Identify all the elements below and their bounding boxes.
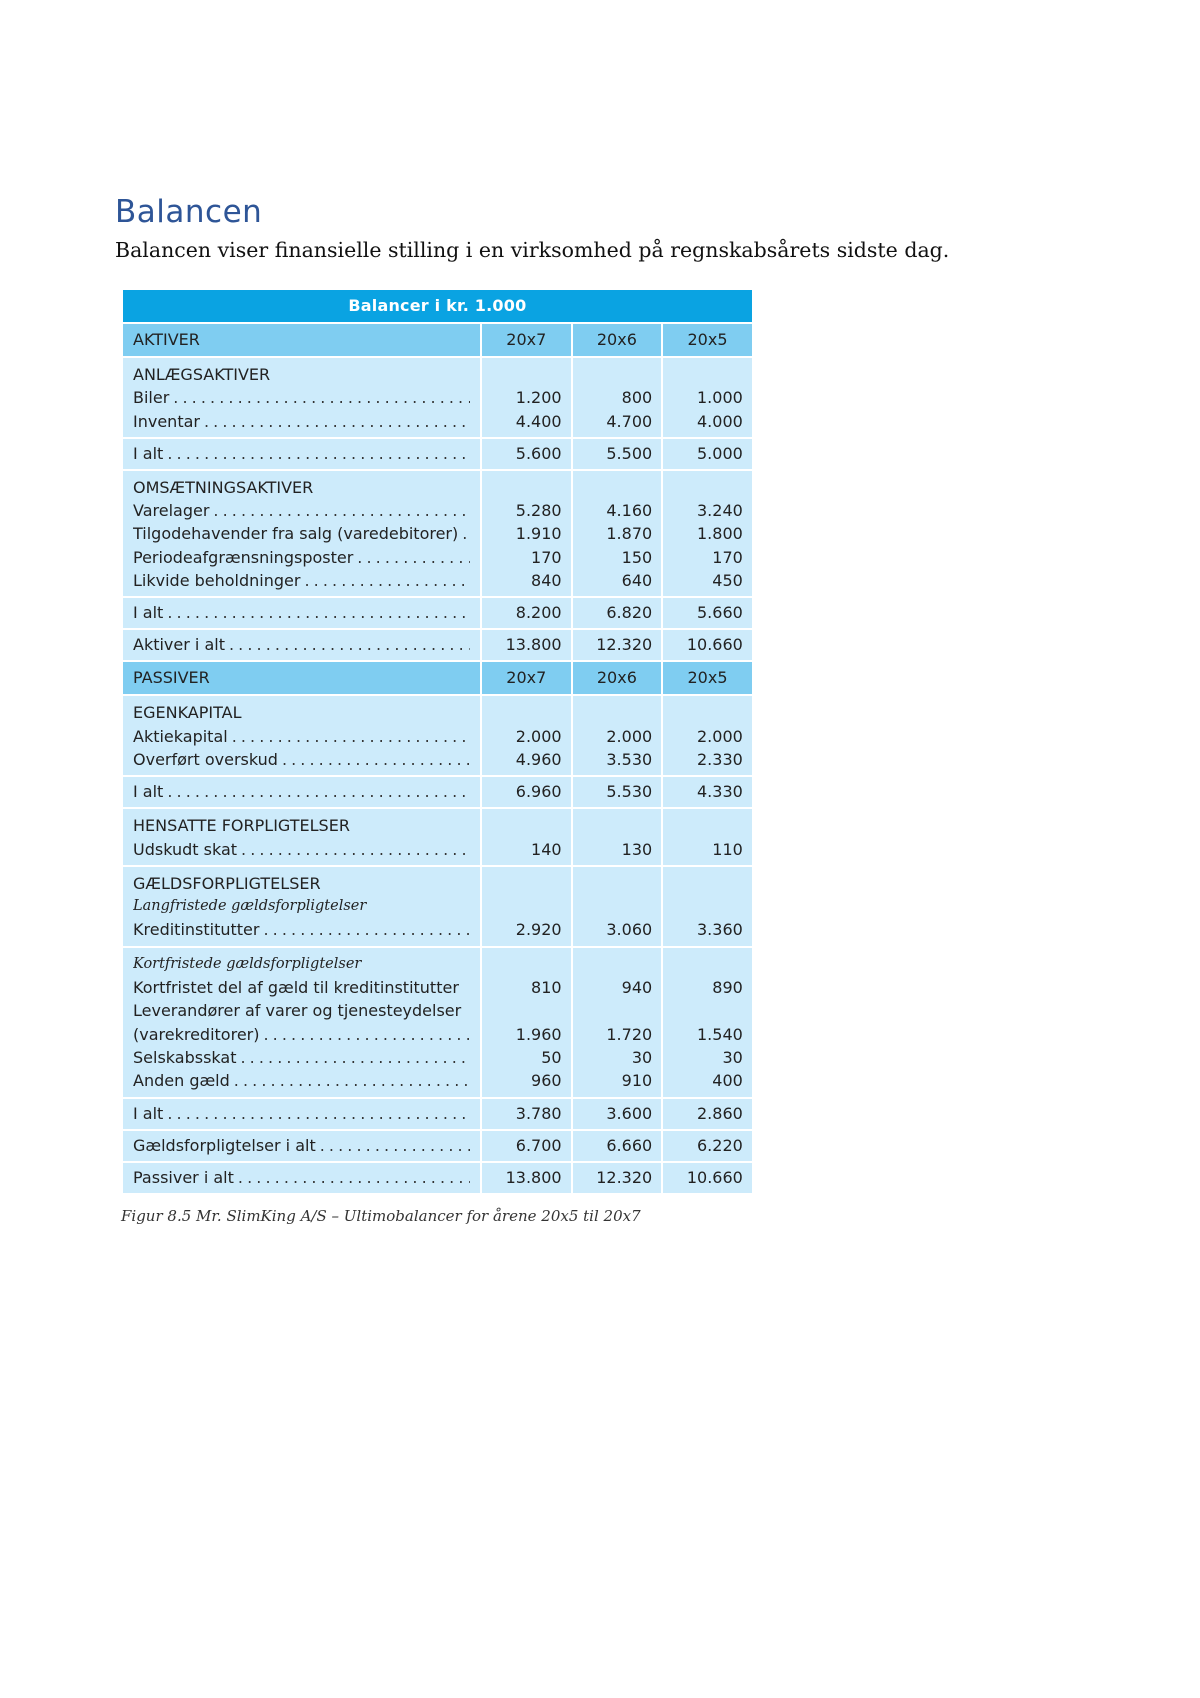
- row-label: Periodeafgrænsningsposter .....: [133, 546, 470, 569]
- subgroup-title: Langfristede gældsforpligtelser: [133, 898, 367, 915]
- row-label: Anden gæld .....: [133, 1069, 470, 1092]
- value-cell: 810 1.960 50 960: [481, 947, 572, 1098]
- passiver-header-row: [122, 661, 753, 695]
- table-title: Balancer i kr. 1.000: [122, 289, 753, 323]
- row-label: I alt .....: [133, 598, 470, 628]
- balance-figure: [121, 288, 752, 1225]
- value-cell: 5.280 1.910 170 840: [481, 470, 572, 597]
- row-label: Aktiekapital .....: [133, 725, 470, 748]
- value-cell: 3.060: [572, 866, 663, 947]
- value-cell: 140: [481, 808, 572, 866]
- table-title-row: [122, 289, 753, 323]
- row-label: Likvide beholdninger .....: [133, 569, 470, 592]
- value-cell: 3.360: [662, 866, 753, 947]
- subtotal-row: [122, 1098, 753, 1130]
- page-heading: Balancen: [115, 194, 263, 230]
- year-header: 20x6: [572, 661, 663, 695]
- value-cell: 130: [572, 808, 663, 866]
- value-cell: 3.600: [572, 1098, 663, 1130]
- row-label: Biler .....: [133, 386, 470, 409]
- egenkapital-labels: [122, 695, 481, 776]
- value-cell: 2.000 4.960: [481, 695, 572, 776]
- total-row: [122, 1162, 753, 1194]
- value-cell: 1.000 4.000: [662, 357, 753, 438]
- gaeld-kort-labels: [122, 947, 481, 1098]
- group-title: HENSATTE FORPLIGTELSER: [133, 816, 350, 836]
- hensatte-group-row: [122, 808, 753, 866]
- row-label: Overført overskud .....: [133, 748, 470, 771]
- value-cell: 110: [662, 808, 753, 866]
- omsaetning-group-row: [122, 470, 753, 597]
- year-header: 20x7: [481, 323, 572, 357]
- row-label: Selskabsskat .....: [133, 1046, 470, 1069]
- aktiver-header-row: [122, 323, 753, 357]
- anlaeg-group-row: [122, 357, 753, 438]
- balance-table: [121, 288, 754, 1195]
- value-cell: 8.200: [481, 597, 572, 629]
- value-cell: 13.800: [481, 629, 572, 661]
- row-label: Tilgodehavender fra salg (varedebitorer) .....: [133, 522, 470, 545]
- value-cell: 6.960: [481, 776, 572, 808]
- gaeld-lang-labels: [122, 866, 481, 947]
- value-cell: 800 4.700: [572, 357, 663, 438]
- subgroup-title: Kortfristede gældsforpligtelser: [133, 955, 362, 972]
- row-label: Aktiver i alt .....: [133, 630, 470, 660]
- intro-paragraph: Balancen viser finansielle stilling i en virksomhed på regnskabsårets sidste dag.: [115, 238, 950, 262]
- value-cell: 2.860: [662, 1098, 753, 1130]
- row-label: Leverandører af varer og tjenesteydelser: [133, 1001, 462, 1021]
- subtotal-row: [122, 1130, 753, 1162]
- passiver-header: PASSIVER: [122, 661, 481, 695]
- aktiver-header: AKTIVER: [122, 323, 481, 357]
- subtotal-row: [122, 776, 753, 808]
- subtotal-row: [122, 597, 753, 629]
- value-cell: 5.000: [662, 438, 753, 470]
- group-title: GÆLDSFORPLIGTELSER: [133, 873, 321, 893]
- gaeld-lang-group-row: [122, 866, 753, 947]
- value-cell: 5.530: [572, 776, 663, 808]
- value-cell: 6.660: [572, 1130, 663, 1162]
- value-cell: 3.780: [481, 1098, 572, 1130]
- value-cell: 6.700: [481, 1130, 572, 1162]
- row-label: Udskudt skat .....: [133, 838, 470, 861]
- subtotal-row: [122, 438, 753, 470]
- value-cell: 3.240 1.800 170 450: [662, 470, 753, 597]
- row-label: Varelager .....: [133, 499, 470, 522]
- group-title: ANLÆGSAKTIVER: [133, 365, 271, 384]
- year-header: 20x5: [662, 323, 753, 357]
- gaeld-kort-group-row: [122, 947, 753, 1098]
- anlaeg-labels: [122, 357, 481, 438]
- total-row: [122, 629, 753, 661]
- value-cell: 890 1.540 30 400: [662, 947, 753, 1098]
- value-cell: 940 1.720 30 910: [572, 947, 663, 1098]
- row-label: Kortfristet del af gæld til kreditinstitutter: [133, 978, 459, 998]
- value-cell: 12.320: [572, 629, 663, 661]
- hensatte-labels: [122, 808, 481, 866]
- value-cell: 2.000 3.530: [572, 695, 663, 776]
- year-header: 20x7: [481, 661, 572, 695]
- value-cell: 4.330: [662, 776, 753, 808]
- row-label: I alt .....: [133, 1099, 470, 1129]
- value-cell: 2.000 2.330: [662, 695, 753, 776]
- value-cell: 1.200 4.400: [481, 357, 572, 438]
- egenkapital-group-row: [122, 695, 753, 776]
- figure-caption: Figur 8.5 Mr. SlimKing A/S – Ultimobalancer for årene 20x5 til 20x7: [121, 1206, 641, 1225]
- value-cell: 5.660: [662, 597, 753, 629]
- value-cell: 10.660: [662, 1162, 753, 1194]
- value-cell: 4.160 1.870 150 640: [572, 470, 663, 597]
- group-title: EGENKAPITAL: [133, 703, 242, 723]
- row-label: Gældsforpligtelser i alt .....: [133, 1131, 470, 1161]
- row-label: Kreditinstitutter .....: [133, 918, 470, 941]
- value-cell: 6.220: [662, 1130, 753, 1162]
- year-header: 20x6: [572, 323, 663, 357]
- row-label: (varekreditorer) .....: [133, 1023, 470, 1046]
- row-label: I alt .....: [133, 777, 470, 807]
- value-cell: 5.500: [572, 438, 663, 470]
- value-cell: 13.800: [481, 1162, 572, 1194]
- value-cell: 6.820: [572, 597, 663, 629]
- row-label: I alt .....: [133, 439, 470, 469]
- year-header: 20x5: [662, 661, 753, 695]
- row-label: Inventar .....: [133, 410, 470, 433]
- value-cell: 5.600: [481, 438, 572, 470]
- value-cell: 12.320: [572, 1162, 663, 1194]
- value-cell: 2.920: [481, 866, 572, 947]
- omsaetning-labels: [122, 470, 481, 597]
- value-cell: 10.660: [662, 629, 753, 661]
- group-title: OMSÆTNINGSAKTIVER: [133, 477, 314, 497]
- row-label: Passiver i alt .....: [133, 1163, 470, 1193]
